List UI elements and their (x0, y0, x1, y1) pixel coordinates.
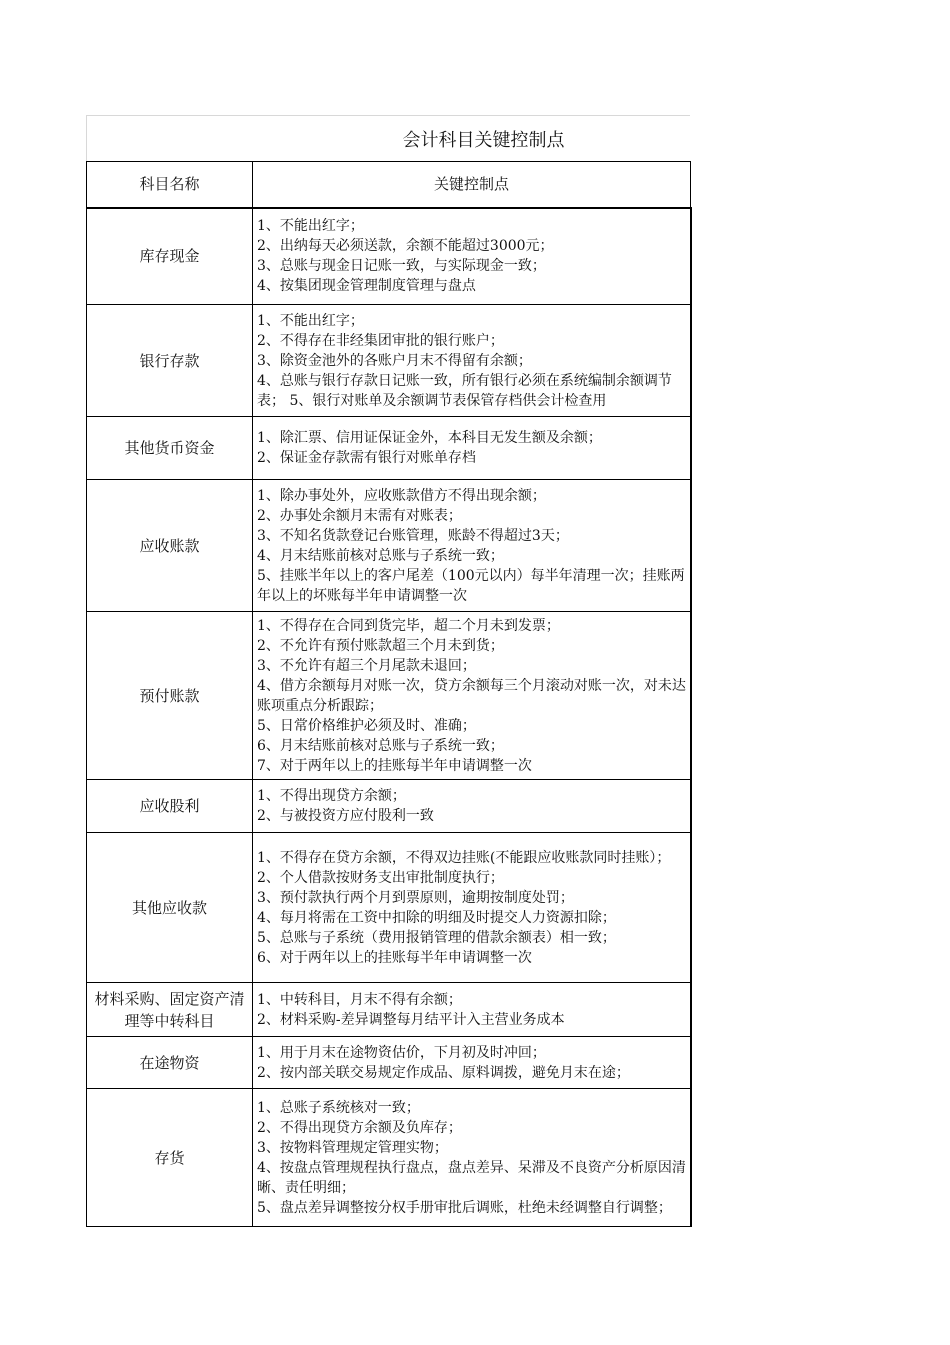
control-point-line: 1、中转科目，月末不得有余额； (257, 991, 462, 1008)
control-point-line: 6、月末结账前核对总账与子系统一致； (257, 737, 504, 754)
control-point-line: 2、出纳每天必须送款，余额不能超过3000元； (257, 238, 554, 255)
subject-name-cell: 库存现金 (87, 208, 253, 305)
control-point-line: 4、月末结账前核对总账与子系统一致； (257, 547, 504, 564)
control-table (86, 161, 692, 1227)
table-row (87, 983, 691, 1037)
subject-name-cell: 其他货币资金 (87, 417, 253, 480)
key-control-cell (253, 780, 691, 833)
control-point-line: 1、不能出红字； (257, 218, 364, 235)
subject-name-cell: 在途物资 (87, 1037, 253, 1089)
control-point-line: 5、盘点差异调整按分权手册审批后调账，杜绝未经调整自行调整； (257, 1199, 672, 1216)
control-point-line: 1、不得存在贷方余额，不得双边挂账(不能跟应收账款同时挂账）； 2、个人借款按财务支出审批制度执行； (257, 849, 671, 886)
control-point-line: 7、对于两年以上的挂账每半年申请调整一次 (257, 757, 532, 774)
control-point-line: 1、不得出现贷方余额； (257, 788, 406, 804)
table-row (87, 1037, 691, 1089)
control-point-line: 1、用于月末在途物资估价，下月初及时冲回； (257, 1044, 546, 1061)
subject-name-cell: 银行存款 (87, 305, 253, 417)
subject-name-cell: 预付账款 (87, 612, 253, 780)
key-control-cell (253, 417, 691, 480)
sheet (86, 115, 690, 1227)
control-point-line: 4、按盘点管理规程执行盘点，盘点差异、呆滞及不良资产分析原因清晰、责任明细； (257, 1159, 686, 1196)
control-point-line: 2、办事处余额月末需有对账表； (257, 507, 462, 524)
header-row (87, 162, 691, 208)
table-row (87, 480, 691, 612)
control-point-line: 5、日常价格维护必须及时、准确； (257, 717, 476, 734)
control-point-line: 2、不得出现贷方余额及负库存； (257, 1119, 462, 1136)
control-point-line: 1、不得存在合同到货完毕，超二个月未到发票； (257, 617, 560, 634)
control-point-line: 3、总账与现金日记账一致，与实际现金一致； (257, 258, 546, 275)
key-control-cell (253, 305, 691, 417)
key-control-cell (253, 480, 691, 612)
table-row (87, 1089, 691, 1227)
control-point-line: 5、挂账半年以上的客户尾差（100元以内）每半年清理一次；挂账两年以上的坏账每半年申请调整一次 (257, 567, 685, 604)
control-point-line: 6、对于两年以上的挂账每半年申请调整一次 (257, 949, 532, 966)
control-point-line: 3、预付款执行两个月到票原则，逾期按制度处罚； (257, 889, 574, 906)
table-row (87, 208, 691, 305)
subject-name-cell: 材料采购、固定资产清理等中转科目 (87, 983, 253, 1037)
control-point-line: 1、不能出红字； (257, 312, 364, 329)
control-point-line: 3、不知名货款登记台账管理，账龄不得超过3天； (257, 527, 569, 544)
sheet-title: 会计科目关键控制点 (86, 115, 690, 161)
control-point-line: 3、除资金池外的各账户月末不得留有余额； (257, 352, 532, 369)
control-point-line: 4、每月将需在工资中扣除的明细及时提交人力资源扣除； (257, 909, 616, 926)
control-point-line: 2、不得存在非经集团审批的银行账户； (257, 332, 504, 349)
header-subject-name: 科目名称 (87, 162, 253, 208)
key-control-cell (253, 833, 691, 983)
key-control-cell (253, 612, 691, 780)
control-point-line: 2、按内部关联交易规定作成品、原料调拨，避免月末在途； (257, 1064, 630, 1081)
key-control-cell (253, 983, 691, 1037)
control-point-line: 4、按集团现金管理制度管理与盘点 (257, 278, 476, 295)
subject-name-cell: 应收股利 (87, 780, 253, 833)
control-point-line: 2、材料采购-差异调整每月结平计入主营业务成本 (257, 1011, 565, 1028)
control-point-line: 2、与被投资方应付股利一致 (257, 808, 434, 824)
table-row (87, 305, 691, 417)
control-point-line: 4、借方余额每月对账一次，贷方余额每三个月滚动对账一次，对未达账项重点分析跟踪； (257, 677, 686, 714)
subject-name-cell: 存货 (87, 1089, 253, 1227)
control-point-line: 4、总账与银行存款日记账一致，所有银行必须在系统编制余额调节表； 5、银行对账单及余额调节表保管存档供会计检查用 (257, 372, 672, 409)
subject-name-cell: 应收账款 (87, 480, 253, 612)
table-row (87, 833, 691, 983)
table-row (87, 417, 691, 480)
control-point-line: 2、不允许有预付账款超三个月未到货； (257, 637, 504, 654)
control-point-line: 5、总账与子系统（费用报销管理的借款余额表）相一致； (257, 929, 616, 946)
control-point-line: 1、除办事处外，应收账款借方不得出现余额； (257, 487, 546, 504)
key-control-cell (253, 1089, 691, 1227)
table-row (87, 780, 691, 833)
subject-name-cell: 其他应收款 (87, 833, 253, 983)
control-point-line: 3、不允许有超三个月尾款未退回； (257, 657, 476, 674)
key-control-cell (253, 1037, 691, 1089)
control-point-line: 1、除汇票、信用证保证金外，本科目无发生额及余额； (257, 430, 602, 446)
header-key-control: 关键控制点 (253, 162, 691, 208)
control-point-line: 3、按物料管理规定管理实物； (257, 1139, 448, 1156)
control-point-line: 2、保证金存款需有银行对账单存档 (257, 450, 476, 466)
key-control-cell (253, 208, 691, 305)
table-row (87, 612, 691, 780)
control-point-line: 1、总账子系统核对一致； (257, 1099, 420, 1116)
